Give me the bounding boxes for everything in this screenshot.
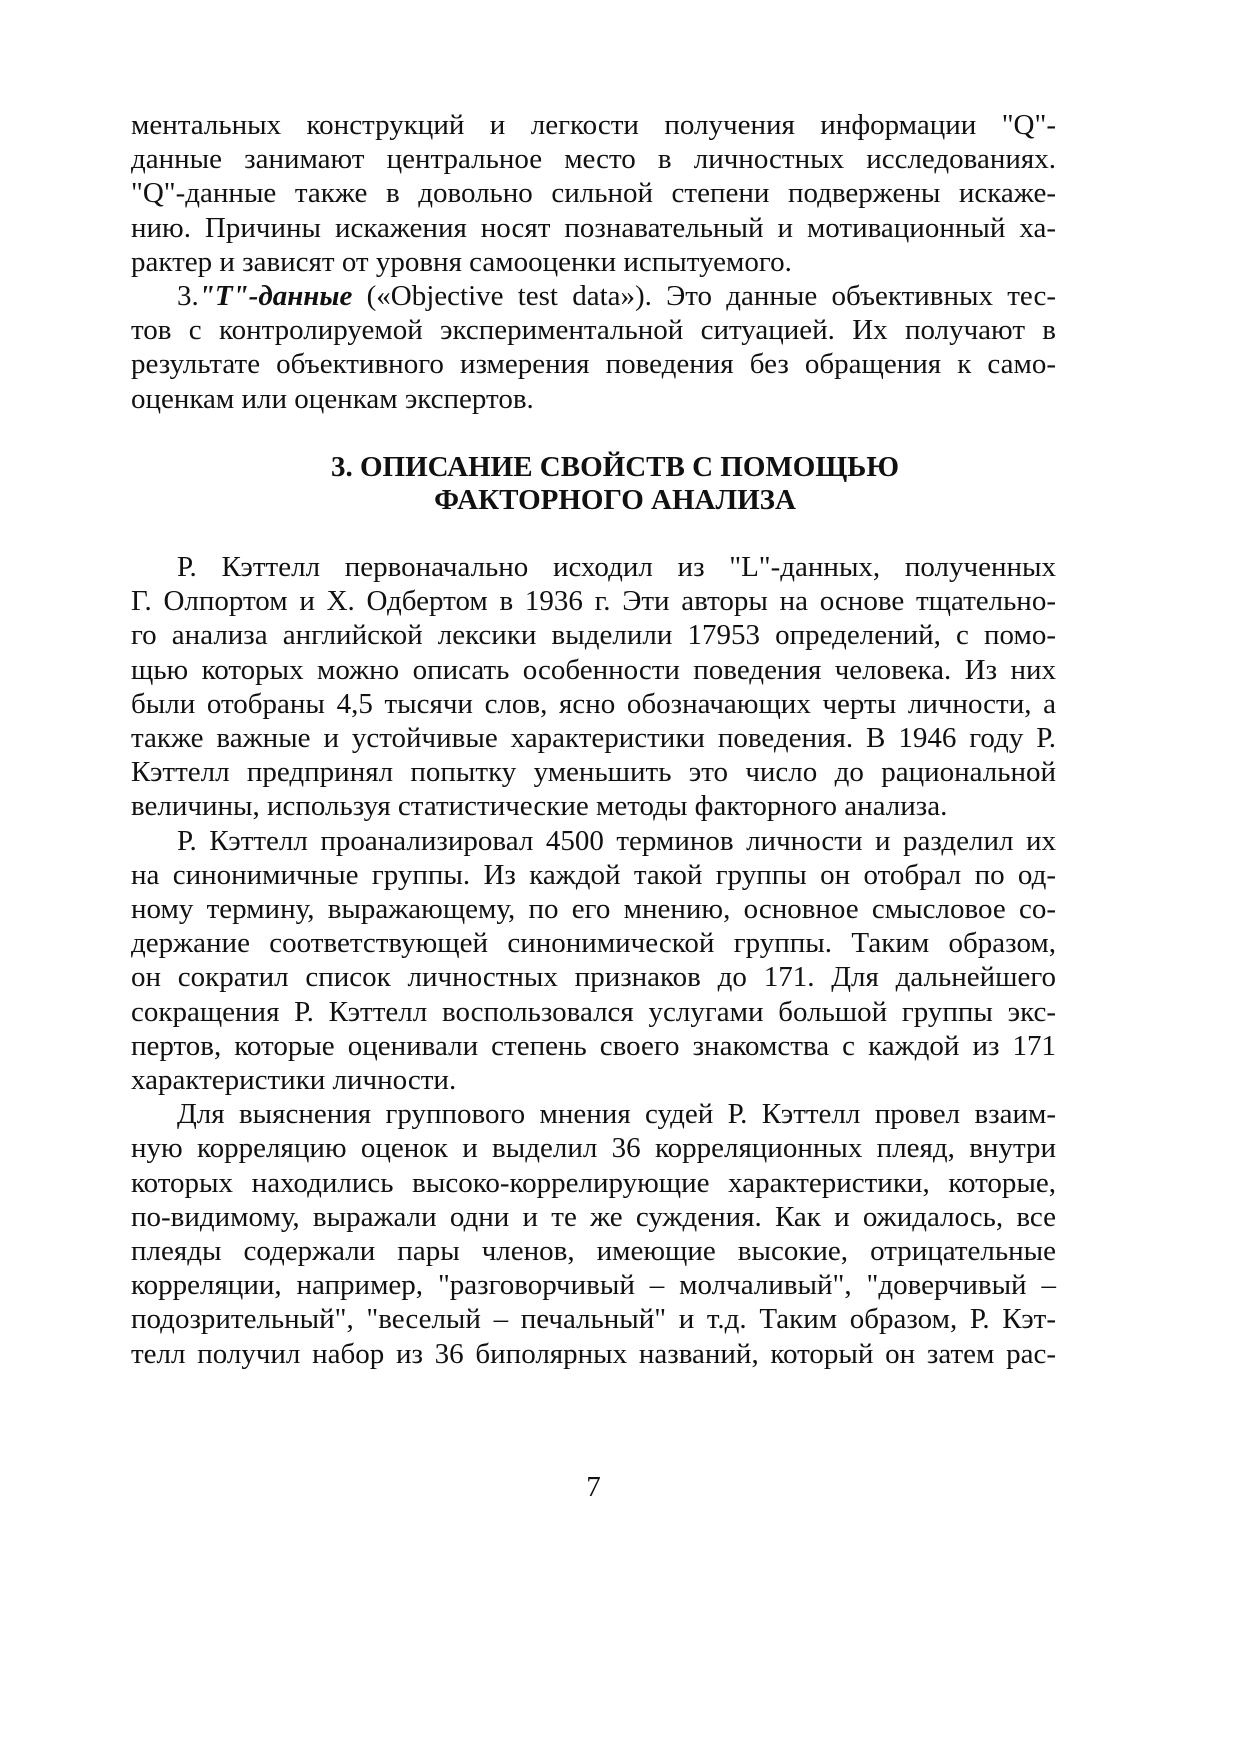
paragraph-line: сокращения Р. Кэттелл воспользовался услугами большой группы экс-	[131, 995, 1056, 1028]
paragraph-line: ментальных конструкций и легкости получения информации "Q"-	[131, 109, 1056, 141]
paragraph-line: плеяды содержали пары членов, имеющие высокие, отрицательные	[131, 1235, 1056, 1268]
paragraph-line: "Q"-данные также в довольно сильной степени подвержены искаже-	[131, 177, 1056, 210]
paragraph-line: характеристики личности.	[131, 1064, 457, 1097]
paragraph-line: пертов, которые оценивали степень своего знакомства с каждой из 171	[131, 1029, 1056, 1062]
list-number: 3.	[177, 280, 199, 313]
paragraph-line: телл получил набор из 36 биполярных названий, который он затем рас-	[131, 1337, 1056, 1370]
paragraph-line: которых находились высоко-коррелирующие характеристики, которые,	[131, 1166, 1056, 1199]
paragraph-line: корреляции, например, "разговорчивый – молчаливый", "доверчивый –	[131, 1269, 1056, 1302]
heading-line: ФАКТОРНОГО АНАЛИЗА	[434, 484, 796, 516]
paragraph-line: подозрительный", "веселый – печальный" и т.д. Таким образом, Р. Кэт-	[131, 1303, 1056, 1336]
line-text: («Objective test data»). Это данные объективных тес-	[366, 280, 1056, 313]
paragraph-1	[131, 108, 1056, 279]
emphasized-term: "T"-данные	[198, 280, 353, 313]
paragraph-line: Для выяснения группового мнения судей Р. Кэттелл провел взаим-	[177, 1098, 1056, 1131]
paragraph-line: величины, используя статистические методы факторного анализа.	[131, 790, 948, 823]
body-text-section	[131, 550, 1056, 1371]
paragraph-line	[131, 279, 1056, 313]
paragraph-line: ному термину, выражающему, по его мнению, основное смысловое со-	[131, 893, 1056, 926]
paragraph-line: го анализа английской лексики выделили 17953 определений, с помо-	[131, 619, 1056, 652]
paragraph-line: Г. Олпортом и Х. Одбертом в 1936 г. Эти авторы на основе тщательно-	[131, 585, 1056, 618]
paragraph-4	[131, 824, 1056, 1098]
paragraph-line: Кэттелл предпринял попытку уменьшить это число до рациональной	[131, 756, 1056, 789]
paragraph-line: щью которых можно описать особенности поведения человека. Из них	[131, 653, 1056, 686]
paragraph-line: данные занимают центральное место в личностных исследованиях.	[131, 143, 1056, 176]
paragraph-line: тов с контролируемой экспериментальной ситуацией. Их получают в	[131, 314, 1056, 347]
paragraph-line: Р. Кэттелл первоначально исходил из "L"-данных, полученных	[177, 551, 1056, 583]
paragraph-line: он сократил список личностных признаков до 171. Для дальнейшего	[131, 961, 1056, 994]
paragraph-3	[131, 550, 1056, 824]
paragraph-line: результате объективного измерения поведения без обращения к само-	[131, 348, 1056, 381]
paragraph-line: Р. Кэттелл проанализировал 4500 терминов личности и разделил их	[177, 824, 1056, 857]
body-text-top	[131, 108, 1056, 416]
paragraph-line: ную корреляцию оценок и выделил 36 корреляционных плеяд, внутри	[131, 1132, 1056, 1165]
paragraph-5	[131, 1097, 1056, 1371]
heading-line: 3. ОПИСАНИЕ СВОЙСТВ С ПОМОЩЬЮ	[330, 451, 899, 483]
paragraph-line: оценкам или оценкам экспертов.	[131, 382, 534, 415]
paragraph-line: были отобраны 4,5 тысячи слов, ясно обозначающих черты личности, а	[131, 687, 1056, 720]
section-heading	[131, 451, 1056, 517]
paragraph-line: рактер и зависят от уровня самооценки испытуемого.	[131, 245, 792, 278]
paragraph-line: также важные и устойчивые характеристики поведения. В 1946 году Р.	[131, 722, 1056, 755]
paragraph-line: по-видимому, выражали одни и те же суждения. Как и ожидалось, все	[131, 1200, 1056, 1233]
paragraph-line: на синонимичные группы. Из каждой такой группы он отобрал по од-	[131, 858, 1056, 891]
paragraph-2	[131, 279, 1056, 416]
page-number: 7	[586, 1471, 601, 1503]
paragraph-line: нию. Причины искажения носят познавательный и мотивационный ха-	[131, 211, 1056, 244]
paragraph-line: держание соответствующей синонимической группы. Таким образом,	[131, 927, 1056, 960]
